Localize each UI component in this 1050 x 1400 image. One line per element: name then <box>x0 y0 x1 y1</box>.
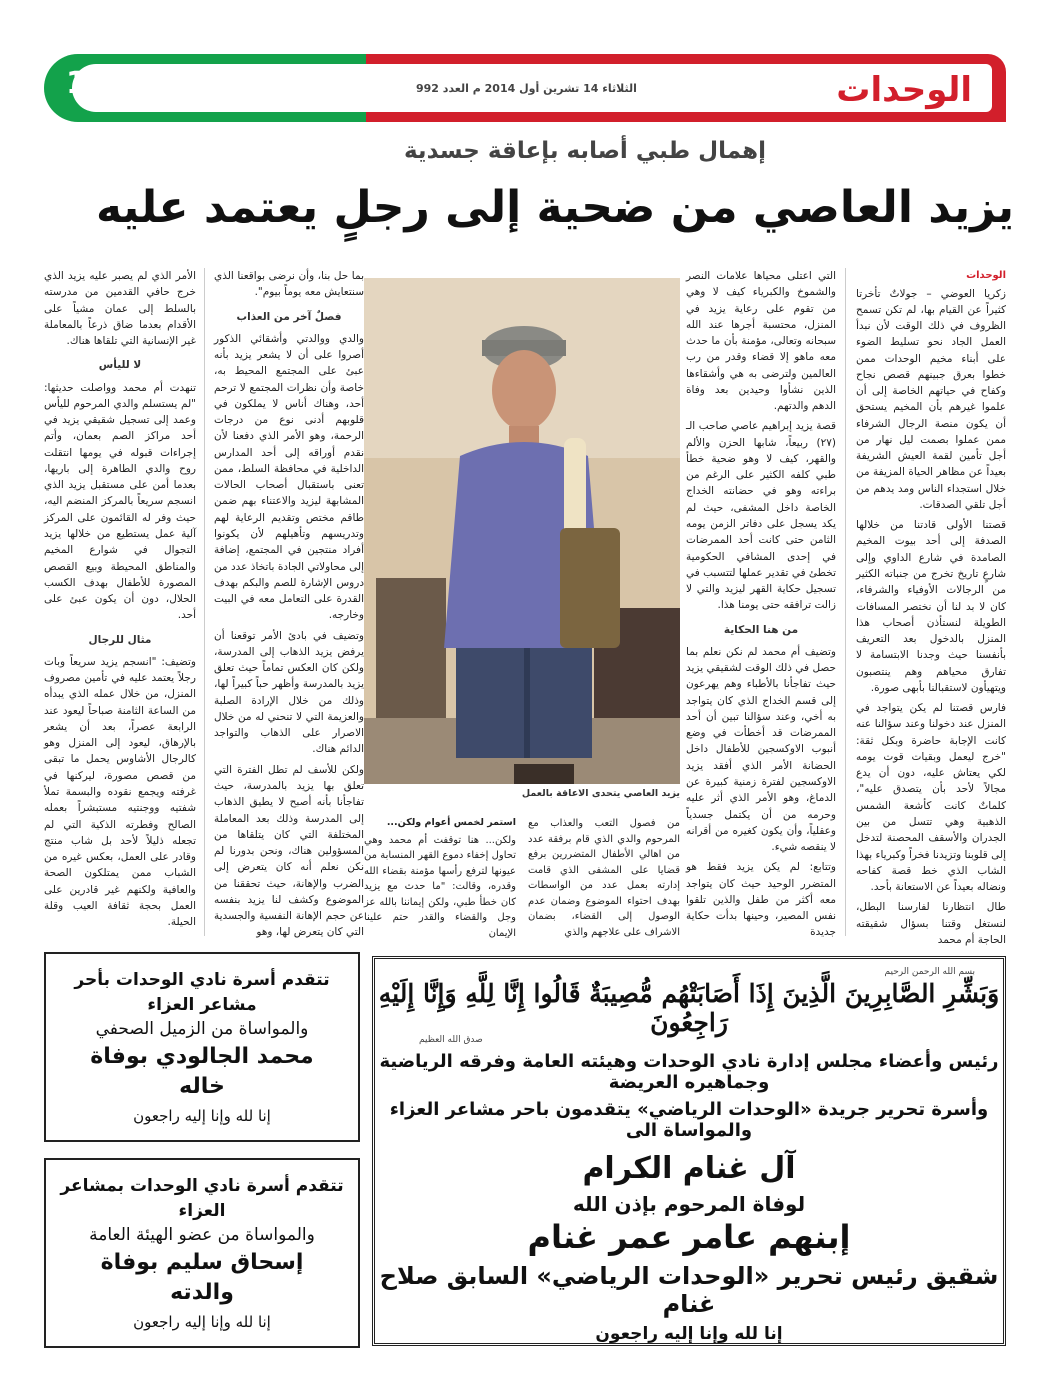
under-column-left <box>364 816 516 939</box>
condolence-relation: خاله <box>179 1073 225 1099</box>
paragraph: زكريا العوضي – جولاتٌ تأخرتا كثيراً عن القيام بها، لم تكن تسمح الظروف في ذلك الوقت لأن نبدأ العمل الجاد نحو تسليط الضوء على أبناء مخيم الوحدات ممن خطوا بعرق جبينهم قصص نجاح وكفاح في حياتهم الخاصة إلى أن علموا غيرهم بأن المخيم يستحق أن يكون منصة الرجال الشرفاء ممن عملوا بصمت ليل نهار من أجل تأمين لقمة العيش الشريفة بعيداً عن مظاهر الحياة المزيفة من خلال استجداء الناس ومد يدهم من أجل تلقي الصدقات. <box>856 287 1006 511</box>
paragraph: ولكن للأسف لم تطل الفترة التي تعلق بها يزيد بالمدرسة، حيث تفاجأنا بأنه أصبح لا يطيق الذهاب إلى المدرسة وذلك بعد المعاملة المختلفة التي كان يتلقاها من المسؤولين هناك، ونحن بدورنا لم نكن نعلم أنه كان يتعرض إلى الضرب والإهانة، حيث تحققنا من الموضوع وكشف لنا يزيد بنفسه عن حجم الإهانة النفسية والجسدية التي كان يتعرض لها، وهو <box>214 763 364 939</box>
section-title <box>66 66 259 101</box>
condolence-footer: إنا لله وإنا إليه راجعون <box>133 1313 271 1332</box>
paragraph: من فصول التعب والعذاب مع المرحوم والدي الذي قام برفقة عدد من اهالي الأطفال المتضررين برفع قضايا على المشفى الذي قامت إدارته بعمل عدد من الواسطات بهدف احتواء الموضوع وضمان عدم الوصول إلى القضاء، بضمان الاشراف على علاجهم والذي <box>528 818 680 938</box>
quran-verse: وَبَشِّرِ الصَّابِرِينَ الَّذِينَ إِذَا أَصَابَتْهُم مُّصِيبَةٌ قَالُوا إِنَّا لِلَّهِ وَإِنَّا إِلَيْهِ رَاجِعُونَ <box>378 979 1000 1037</box>
under-column-right <box>528 816 680 938</box>
condolence-box-ishaq <box>44 1158 360 1348</box>
dateline: الثلاثاء 14 تشرين أول 2014 م العدد 992 <box>416 82 637 95</box>
subheading: من هنا الحكاية <box>723 623 799 636</box>
paragraph: وتتابع: لم يكن يزيد فقط هو المتضرر الوحيد حيث كان يتواجد معه أكثر من طفل والذين تلقوا نفس المصير، وحينها بدأت حكاية جديدة <box>686 861 836 939</box>
condolence-line: لوفاة المرحوم بإذن الله <box>572 1192 806 1216</box>
paragraph: بما حل بنا، وأن نرضى بواقعنا الذي سنتعايش معه يوماً بيوم". <box>214 270 364 299</box>
article-column-2 <box>686 268 836 939</box>
subheading: لا لليأس <box>98 359 142 372</box>
photo-illustration <box>364 278 680 784</box>
condolence-deceased: إبنهم عامر عمر غنام <box>527 1218 851 1256</box>
paragraph: والدي ووالدتي وأشقائي الذكور أصروا على أن لا يشعر يزيد بأنه عبئ على المجتمع المحيط به، خاصة وأن نظرات المجتمع لا ترحم أحد، وهناك أناس لا يملكون في قلوبهم أدنى نوع من درجات الرحمة، وهو الأمر الذي دفعنا لأن نقدم أوراقه إلى أحد المدارس الداخلية في محافظة السلط، ممن تعنى باستقبال أصحاب الحالات المشابهة ليزيد والاعتناء بهم ضمن طاقم مختص وتقديم الرعاية لهم وتدريسهم وتأهيلهم لأن يكونوا أفراد منتجين في المجتمع، إضافة إلى محاولاتي الجادة باتخاذ عدد من دروس الإشارة للصم والبكم بهدف القدرة على التعامل معه في البيت وخارجه. <box>214 332 364 622</box>
condolence-line: تتقدم أسرة نادي الوحدات بمشاعر العزاء <box>60 1176 344 1221</box>
condolence-line: والمواساة من الزميل الصحفي <box>95 1019 309 1040</box>
article-body <box>44 260 1006 946</box>
paragraph: التي اعتلى محياها علامات النصر والشموخ والكبرياء كيف لا وهي من تقوم على رعاية يزيد في المنزل، محتسبة أجرها عند الله سبحانه وتعالى، مؤمنة بأن ما حدث معه ماهو إلا قضاء وقدر من رب العالمين ولترضى به هي وأشقاءها الذين نشأوا وحيدين بعد وفاة الدهم والدتهم. <box>686 270 836 413</box>
condolence-box-ghannam <box>372 956 1006 1346</box>
article-column-4 <box>214 268 364 940</box>
paragraph: قصة يزيد إبراهيم عاصي صاحب الـ (٢٧) ربيعاً، شابها الحزن والألم والقهر، كيف لا وهو ضحية خطأ طبي كلفه الكثير على الرغم من براءته وهو في حضانته الخداج الخاصة داخل المشفى، حيث لم يكد يسجل على دفاتر الزمن يومه الثامن حتى كانت أحد الممرضات في إحدى المشافي الحكومية تخطئ في تقدير عملها لتتسبب في تسجيل حكاية القهر ليزيد والتي لا زالت ترافقه حتى يومنا هذا. <box>686 420 836 612</box>
paragraph: وتضيف: "انسجم يزيد سريعاً وبات رجلاً يعتمد عليه في تأمين مصروف المنزل، من خلال عمله الذي يبدأه من الساعة الثامنة صباحاً ليعود عند الرابعة عصراً، بعد أن يشعر بالإرهاق، ليعود إلى المنزل وهو كالرجال الأشاوس يحمل ما تبقى من قصص مصورة، ليركنها في غرفته ويجمع نقوده والبسمة تملأ شفتيه ووجنتيه مستبشراً بعمله الصالح وفطرته الذكية التي لم تجعله ذليلاً لأحد بل شاب منتج وقادر على العمل، بعكس غيره من الشباب ممن يمتلكون الصحة والعافية ولكنهم غير قادرين على العمل بحجة ثقافة العيب وقلة الحيلة. <box>44 655 196 929</box>
photo-caption: يزيد العاصي يتحدى الاعاقة بالعمل <box>521 788 680 799</box>
paragraph: طال انتظارنا لفارسنا البطل، لنستغل وقتنا بسؤال شقيقته الحاجة أم محمد <box>856 901 1006 946</box>
condolence-line: تتقدم أسرة نادي الوحدات بأحر مشاعر العزاء <box>74 970 330 1015</box>
masthead <box>44 54 1006 122</box>
paragraph: الأمر الذي لم يصبر عليه يزيد الذي خرج حافي القدمين من مدرسته بالسلط إلى عمان مشياً على الأقدام بعدما ضاق ذرعاً بالمعاملة غير الإنسانية التي تلقاها هناك. <box>44 270 196 348</box>
article-photo <box>364 278 680 784</box>
page-number: 15 <box>66 66 108 101</box>
condolence-box-jaloudi <box>44 952 360 1142</box>
condolence-family: آل غنام الكرام <box>582 1151 796 1186</box>
paragraph: وتضيف في بادئ الأمر توقعنا أن يرفض يزيد الذهاب إلى المدرسة، ولكن كان العكس تماماً حيث تعلق يزيد بالمدرسة وأظهر حباً كبيراً لها، وذلك من خلال الإرادة الصلبة والعزيمة التي لا تنحني له من خلال الاصرار على الذهاب والتواجد الدائم هناك. <box>214 629 364 756</box>
article-column-5 <box>44 268 196 940</box>
article-kicker: إهمال طبي أصابه بإعاقة جسدية <box>403 138 766 164</box>
article-column-1 <box>856 268 1006 946</box>
column-divider <box>204 268 205 936</box>
paragraph: ولكن... هنا توقفت أم محمد وهي تحاول إخفاء دموع القهر المنسابة من عيونها لترفع رأسها مؤمنة بقضاء الله وقدره، وقالت: "ما حدث مع يزيد كان خطأ طبي، ولكن إيماننا بالله عز وجل والقضاء والقدر حتم علينا الإيمان <box>364 834 516 939</box>
photo-under-text <box>364 816 680 939</box>
paragraph: فارس قصتنا لم يكن يتواجد في المنزل عند دخولنا وعند سؤالنا عنه كانت الإجابة حاضرة وبكل ثقة: "خرج ليعمل وبقيات قوت يومه لكي يعتاش عليه، دون أن يدع مجالاً لأحد بأن يتصدق عليه"، كلماتٌ كانت كأشعة الشمس الذهبية وهي تتسل من بين الجدران والأسقف المحصنة لتدخل إلى قلوبنا وتزيدنا فخراً وكبرياء بهذا الشاب الذي خط قصة كفاحه ونضاله بعيداً عن الاستعانة بأحد. <box>856 702 1006 894</box>
verse-closing: صدق الله العظيم <box>419 1035 483 1045</box>
condolence-line: رئيس وأعضاء مجلس إدارة نادي الوحدات وهيئته العامة وفرقه الرياضية وجماهيره العريضة <box>379 1051 999 1093</box>
newspaper-logo: الوحدات <box>836 70 972 110</box>
condolence-name: محمد الجالودي بوفاة <box>90 1043 314 1069</box>
subheading: فصلٌ آخر من العذاب <box>236 310 342 323</box>
condolence-line: وأسرة تحرير جريدة «الوحدات الرياضي» يتقدمون باحر مشاعر العزاء والمواساة الى <box>389 1099 989 1141</box>
condolence-footer: إنا لله وإنا إليه راجعون <box>133 1107 271 1126</box>
condolence-line: والمواساة من عضو الهيئة العامة <box>89 1225 315 1246</box>
section-name: بسمة أمل <box>127 69 259 100</box>
column-divider <box>845 268 846 936</box>
subheading: مثال للرجال <box>88 633 152 646</box>
condolence-relation: شقيق رئيس تحرير «الوحدات الرياضي» السابق صلاح غنام <box>379 1262 999 1318</box>
paragraph: تنهدت أم محمد وواصلت حديثها: "لم يستسلم والدي المرحوم لليأس وعمد إلى تسجيل شقيقي يزيد في أحد مراكز الصم بعمان، وأتم إجراءات قبوله في يومها انتقلت روح والدي الطاهرة إلى باريها، بعدما أمن على مستقبل يزيد الذي انسجم سريعاً بالمركز المنضم اليه، حيث وفر له القائمون على المركز آلية عمل يستطيع من خلالها يزيد التجوال في شوارع المخيم والمناطق المحيطة وبيع القصص المصورة للأطفال بهدف الكسب الحلال، دون أن يكون عبئ على أحد. <box>44 381 196 622</box>
basmala: بسم الله الرحمن الرحيم <box>884 967 975 977</box>
condolence-name: إسحاق سليم بوفاة <box>100 1249 304 1275</box>
condolence-relation: والدته <box>170 1279 234 1305</box>
article-headline: يزيد العاصي من ضحية إلى رجلٍ يعتمد عليه <box>95 182 1015 233</box>
article-source: الوحدات <box>966 270 1006 281</box>
paragraph: وتضيف أم محمد لم نكن نعلم بما حصل في ذلك الوقت لشقيقي يزيد حيث تفاجأنا بالأطباء وهم يهرعون إلى قسم الخداج الذي كان يتواجد به أخي، وعند سؤالنا تبين أن أحد الممرضات قد أخطأت في وضع أنبوب الاوكسجين للأطفال داخل الحضانة الأمر الذي أفقد يزيد الاوكسجين لفترة زمنية كبيرة عن الدماغ، وهو الأمر الذي أثر عليه وحرمه من أن يكتمل جسدياً وعقلياً، وأن يكون كغيره من أقرانه لا ينقصه شيء. <box>686 645 836 854</box>
paragraph: قصتنا الأولى قادتنا من خلالها الصدفة إلى أحد بيوت المخيم الصامدة في شارع الداوي وإلى شارعٍ تاريخ تخرج من جنباته الكثير من الرجالات الأوفياء والشرفاء، كان لا بد لنا أن نختصر المسافات الطويلة لنستأذن أصحاب هذا المنزل بالدخول بعد التعريف بأنفسنا حيث وجدنا الابتسامة لا تفارق محياهم وهم ينتصبون ويتهيأون لاستقبالنا بأبهى صورة. <box>856 519 1006 694</box>
subheading: استمر لخمس أعوام ولكن... <box>386 817 516 828</box>
condolence-footer: إنا لله وإنا إليه راجعون <box>595 1324 783 1344</box>
